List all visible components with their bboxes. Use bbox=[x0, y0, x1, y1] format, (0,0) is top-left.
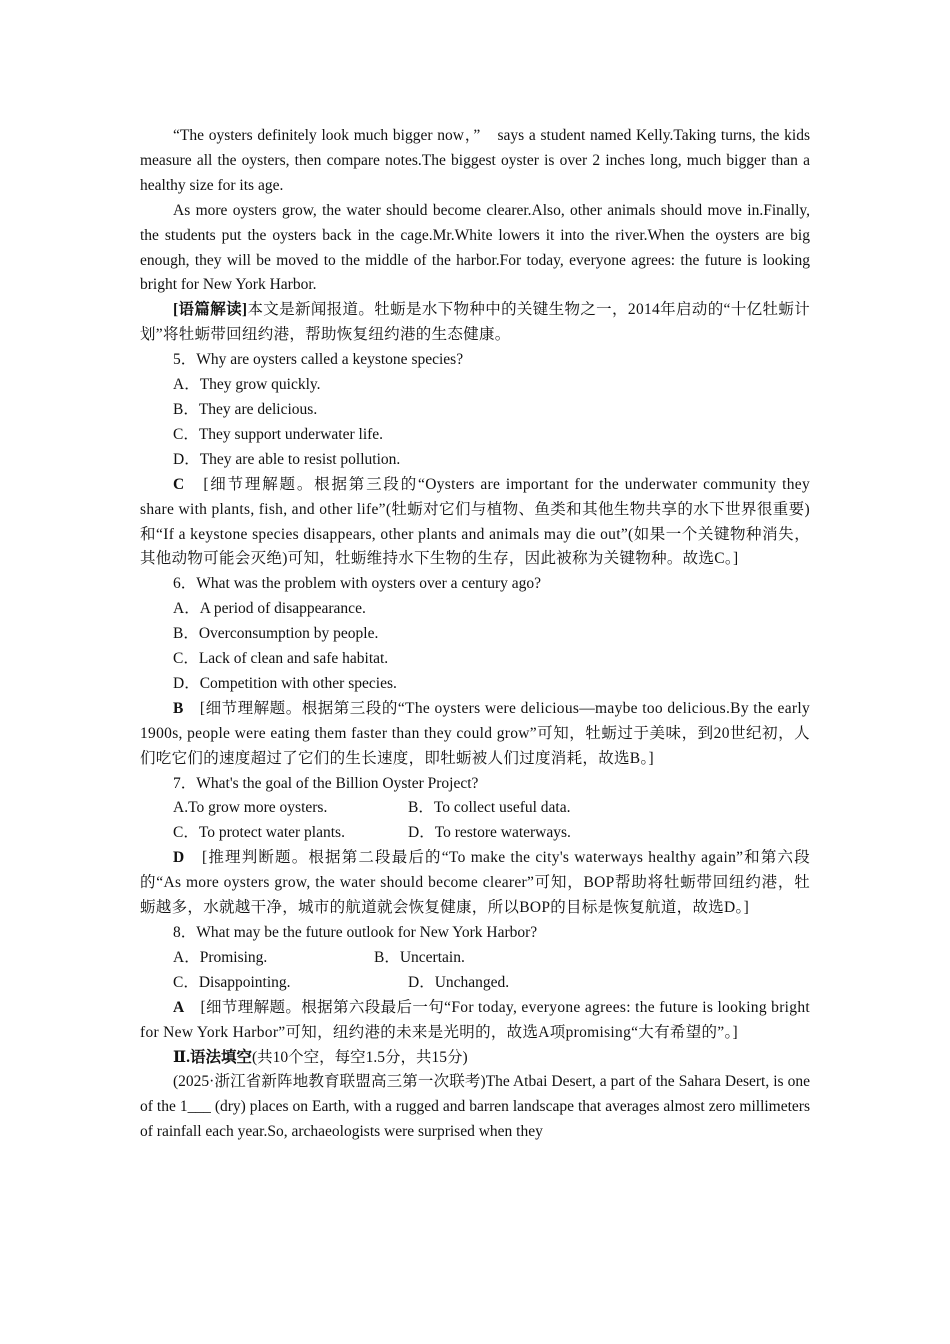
question-6-option-c: C．Lack of clean and safe habitat. bbox=[173, 650, 389, 668]
question-8-explanation bbox=[140, 996, 810, 1046]
question-8-option-a: A．Promising. bbox=[173, 948, 268, 966]
question-7-option-a: A.To grow more oysters. bbox=[173, 799, 328, 817]
document-page bbox=[140, 124, 810, 1145]
question-5-option-b: B．They are delicious. bbox=[173, 400, 318, 418]
question-8-explanation-text: [细节理解题。根据第六段最后一句“For today, everyone agrees: the future is looking bright for New York Harbor”可知，纽约港的未来是光明的，故选A项promising“大有希望的”。] bbox=[140, 998, 810, 1041]
question-8-option-d: D．Unchanged. bbox=[408, 973, 510, 991]
section-2-note: (共10个空，每空1.5分，共15分) bbox=[251, 1048, 468, 1066]
question-6-stem: 6．What was the problem with oysters over a century ago? bbox=[173, 575, 542, 593]
question-5-option-c: C．They support underwater life. bbox=[173, 425, 384, 443]
section-2-title: Ⅱ.语法填空 bbox=[173, 1048, 252, 1066]
question-6-explanation bbox=[140, 697, 810, 772]
passage-paragraph-1: “The oysters definitely look much bigger now，” says a student named Kelly.Taking turns, the kids measure all the oysters, then compare notes.The biggest oyster is over 2 inches long, much bigger than a healthy size for its age. bbox=[140, 127, 810, 194]
question-5-explanation bbox=[140, 473, 810, 573]
passage-paragraph-2: As more oysters grow, the water should become clearer.Also, other animals should move in.Finally, the students put the oysters back in the cage.Mr.White lowers it into the river.When the oysters are big enough, they will be moved to the middle of the harbor.For today, everyone agrees: the future is looking bright for New York Harbor. bbox=[140, 201, 810, 294]
question-8-option-c: C．Disappointing. bbox=[173, 973, 291, 991]
section-2-passage: (2025·浙江省新阵地教育联盟高三第一次联考)The Atbai Desert, a part of the Sahara Desert, is one of the 1___ (dry) places on Earth, with a rugged and barren landscape that averages almost zero millimeters of rainfall each year.So, archaeologists were surprised when they bbox=[140, 1073, 810, 1141]
question-8-answer: A bbox=[173, 998, 185, 1016]
question-6-answer: B bbox=[173, 699, 184, 717]
question-5-answer: C bbox=[173, 475, 185, 493]
question-8-option-b: B．Uncertain. bbox=[374, 948, 465, 966]
question-5-option-d: D．They are able to resist pollution. bbox=[173, 450, 401, 468]
question-7-stem: 7．What's the goal of the Billion Oyster Project? bbox=[173, 774, 479, 792]
analysis-paragraph bbox=[140, 298, 810, 348]
question-7-explanation-text: [推理判断题。根据第二段最后的“To make the city's waterways healthy again”和第六段的“As more oysters grow, the water should become clearer”可知，BOP帮助将牡蛎带回纽约港，牡蛎越多，水就越干净，城市的航道就会恢复健康，所以BOP的目标是恢复航道，故选D。] bbox=[140, 849, 810, 917]
question-7-option-b: B．To collect useful data. bbox=[408, 799, 571, 817]
question-7-answer: D bbox=[173, 849, 185, 867]
question-8-stem: 8．What may be the future outlook for New York Harbor? bbox=[173, 924, 538, 941]
analysis-text: 本文是新闻报道。牡蛎是水下物种中的关键生物之一，2014年启动的“十亿牡蛎计划”将牡蛎带回纽约港，帮助恢复纽约港的生态健康。 bbox=[140, 301, 810, 344]
question-8-options-row-2 bbox=[140, 971, 810, 996]
question-6-option-a: A．A period of disappearance. bbox=[173, 600, 366, 618]
question-7-option-d: D．To restore waterways. bbox=[408, 824, 571, 842]
question-6-explanation-text: [细节理解题。根据第三段的“The oysters were delicious—maybe too delicious.By the early 1900s, people were eating them faster than they could grow”可知，牡蛎过于美味，到20世纪初，人们吃它们的速度超过了它们的生长速度，即牡蛎被人们过度消耗，故选B。] bbox=[140, 699, 810, 767]
question-7-options-row-2 bbox=[140, 821, 810, 846]
question-8-options-row-1 bbox=[140, 946, 810, 971]
question-6-option-d: D．Competition with other species. bbox=[173, 674, 397, 692]
question-6-option-b: B．Overconsumption by people. bbox=[173, 625, 379, 643]
question-5-option-a: A．They grow quickly. bbox=[173, 376, 321, 394]
section-2-heading bbox=[140, 1046, 810, 1071]
question-5-stem: 5．Why are oysters called a keystone species? bbox=[173, 351, 464, 369]
question-7-options-row-1 bbox=[140, 796, 810, 821]
analysis-label: [语篇解读] bbox=[173, 301, 248, 319]
question-7-option-c: C．To protect water plants. bbox=[173, 824, 345, 842]
question-7-explanation bbox=[140, 846, 810, 921]
question-5-explanation-text: [细节理解题。根据第三段的“Oysters are important for the underwater community they share with plants, fish, and other life”(牡蛎对它们与植物、鱼类和其他生物共享的水下世界很重要)和“If a keystone species disappears, other plants and animals may die out”(如果一个关键物种消失，其他动物可能会灭绝)可知，牡蛎维持水下生物的生存，因此被称为关键物种。故选C。] bbox=[140, 475, 810, 568]
